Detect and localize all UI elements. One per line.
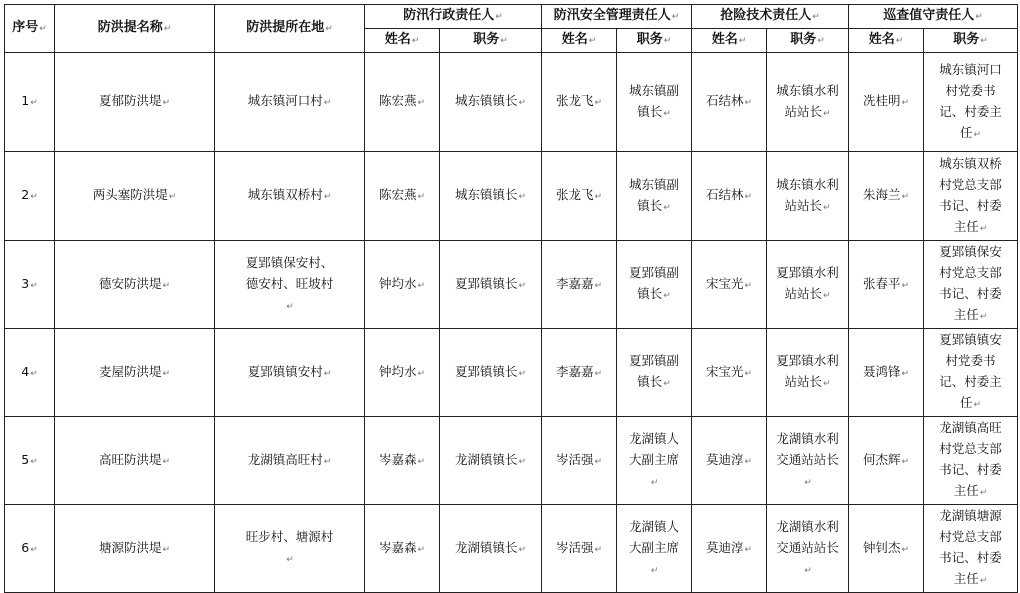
paragraph-mark: ↵ (588, 36, 597, 46)
cell-safety-name-text: 张龙飞 (555, 93, 594, 108)
paragraph-mark: ↵ (744, 368, 753, 379)
cell-tech-name (692, 53, 767, 152)
cell-patrol-position (924, 152, 1018, 241)
paragraph-mark: ↵ (663, 291, 671, 301)
cell-patrol-name-text: 聂鸿锋 (862, 363, 901, 379)
cell-safety-position-text: 夏郢镇副镇长↵ (628, 353, 679, 389)
header-safety-position (617, 29, 692, 53)
paragraph-mark: ↵ (973, 129, 982, 140)
table-row (5, 53, 1018, 152)
paragraph-mark: ↵ (417, 456, 426, 467)
paragraph-mark: ↵ (594, 544, 603, 555)
header-safety-name (542, 29, 617, 53)
cell-tech-name-text: 石结林 (705, 93, 744, 108)
paragraph-mark: ↵ (804, 477, 812, 488)
paragraph-mark: ↵ (663, 379, 671, 389)
cell-tech-name-text: 宋宝光 (705, 275, 744, 291)
cell-seq (5, 329, 55, 417)
paragraph-mark: ↵ (650, 565, 659, 576)
header-safety-group (542, 5, 692, 29)
cell-safety-name (542, 329, 617, 417)
paragraph-mark: ↵ (323, 368, 332, 379)
paragraph-mark: ↵ (901, 544, 910, 555)
cell-safety-position (617, 152, 692, 241)
cell-tech-position (767, 241, 849, 329)
cell-patrol-position-text: 龙湖镇塘源村党总支部书记、村委主任↵ (939, 508, 1002, 586)
header-position-label: 职务 (636, 32, 663, 47)
cell-admin-name-text: 岑嘉森 (378, 451, 417, 467)
header-name-label: 姓名 (561, 32, 588, 47)
header-name-label: 姓名 (384, 32, 411, 47)
cell-tech-name (692, 505, 767, 593)
paragraph-mark: ↵ (325, 24, 333, 34)
cell-safety-position (617, 329, 692, 417)
header-location (215, 5, 365, 53)
cell-patrol-position (924, 241, 1018, 329)
cell-patrol-name (849, 53, 924, 152)
cell-dike-name (55, 417, 215, 505)
paragraph-mark: ↵ (979, 488, 988, 498)
cell-admin-name-text: 陈宏燕 (378, 187, 417, 202)
paragraph-mark: ↵ (979, 223, 988, 234)
paragraph-mark: ↵ (411, 36, 420, 46)
cell-admin-position-text: 城东镇镇长 (454, 187, 518, 202)
cell-admin-position (440, 152, 542, 241)
header-admin-label: 防汛行政责任人 (403, 8, 495, 23)
paragraph-mark: ↵ (895, 36, 904, 46)
cell-location (215, 417, 365, 505)
cell-admin-name (365, 329, 440, 417)
cell-admin-position (440, 241, 542, 329)
cell-patrol-position-text: 夏郢镇保安村党总支部书记、村委主任↵ (939, 244, 1002, 322)
paragraph-mark: ↵ (901, 368, 910, 379)
cell-safety-name (542, 152, 617, 241)
cell-patrol-position-text: 龙湖镇高旺村党总支部书记、村委主任↵ (939, 420, 1002, 498)
cell-location (215, 505, 365, 593)
paragraph-mark: ↵ (901, 456, 910, 467)
cell-location-text: 旺步村、塘源村↵ (245, 529, 334, 565)
paragraph-mark: ↵ (323, 456, 332, 467)
table-row (5, 505, 1018, 593)
cell-patrol-name-text: 何杰辉 (862, 451, 901, 467)
paragraph-mark: ↵ (650, 477, 659, 488)
paragraph-mark: ↵ (979, 576, 988, 586)
cell-patrol-position (924, 505, 1018, 593)
header-patrol-label: 巡查值守责任人 (883, 8, 975, 23)
paragraph-mark: ↵ (738, 36, 747, 46)
cell-tech-position (767, 152, 849, 241)
cell-tech-position (767, 329, 849, 417)
cell-tech-position (767, 417, 849, 505)
cell-safety-name (542, 505, 617, 593)
paragraph-mark: ↵ (162, 368, 171, 379)
header-patrol-group (849, 5, 1018, 29)
cell-patrol-position (924, 329, 1018, 417)
header-dike-name (55, 5, 215, 53)
cell-dike-name-text: 高旺防洪堤 (98, 451, 162, 467)
paragraph-mark: ↵ (594, 456, 603, 467)
paragraph-mark: ↵ (744, 280, 753, 291)
cell-admin-position (440, 505, 542, 593)
cell-admin-name-text: 钟均水 (378, 363, 417, 379)
cell-safety-name (542, 417, 617, 505)
paragraph-mark: ↵ (162, 544, 171, 555)
cell-seq-text: 2 (21, 187, 30, 202)
cell-safety-position (617, 417, 692, 505)
paragraph-mark: ↵ (162, 98, 171, 108)
paragraph-mark: ↵ (30, 98, 38, 108)
paragraph-mark: ↵ (822, 202, 831, 213)
cell-admin-name-text: 岑嘉森 (378, 539, 417, 555)
cell-tech-name-text: 莫迪淳 (705, 539, 744, 555)
paragraph-mark: ↵ (163, 24, 172, 34)
header-tech-name (692, 29, 767, 53)
cell-patrol-name-text: 张春平 (862, 275, 901, 291)
paragraph-mark: ↵ (495, 12, 503, 22)
cell-dike-name (55, 152, 215, 241)
paragraph-mark: ↵ (518, 368, 527, 379)
paragraph-mark: ↵ (901, 280, 910, 291)
cell-tech-position-text: 城东镇水利站站长↵ (776, 176, 839, 213)
header-row-1 (5, 5, 1018, 29)
paragraph-mark: ↵ (417, 368, 426, 379)
cell-tech-position-text: 龙湖镇水利交通站站长↵ (776, 518, 839, 576)
paragraph-mark: ↵ (594, 98, 603, 108)
cell-seq-text: 4 (21, 363, 30, 379)
paragraph-mark: ↵ (417, 98, 426, 108)
paragraph-mark: ↵ (417, 192, 426, 202)
paragraph-mark: ↵ (744, 98, 753, 108)
cell-admin-name (365, 417, 440, 505)
paragraph-mark: ↵ (744, 456, 753, 467)
paragraph-mark: ↵ (323, 192, 332, 202)
cell-patrol-position-text: 城东镇双桥村党总支部书记、村委主任↵ (939, 155, 1002, 234)
cell-tech-name (692, 152, 767, 241)
paragraph-mark: ↵ (663, 202, 671, 213)
cell-location-text: 城东镇河口村↵ (247, 93, 332, 108)
paragraph-mark: ↵ (975, 12, 983, 22)
table-row (5, 152, 1018, 241)
paragraph-mark: ↵ (162, 280, 171, 291)
header-name-label: 姓名 (711, 32, 738, 47)
paragraph-mark: ↵ (973, 400, 982, 410)
paragraph-mark: ↵ (162, 456, 171, 467)
paragraph-mark: ↵ (594, 368, 603, 379)
paragraph-mark: ↵ (30, 544, 38, 555)
cell-seq (5, 417, 55, 505)
paragraph-mark: ↵ (822, 108, 831, 119)
cell-location-text: 城东镇双桥村↵ (247, 187, 332, 202)
cell-admin-position (440, 417, 542, 505)
paragraph-mark: ↵ (812, 12, 820, 22)
cell-seq (5, 505, 55, 593)
cell-admin-name-text: 陈宏燕 (378, 93, 417, 108)
header-dike-name-label: 防洪提名称 (97, 20, 163, 35)
paragraph-mark: ↵ (30, 368, 38, 379)
paragraph-mark: ↵ (594, 192, 603, 202)
cell-location (215, 241, 365, 329)
flood-dike-responsibility-table (4, 4, 1018, 593)
cell-patrol-name (849, 152, 924, 241)
cell-location-text: 龙湖镇高旺村↵ (247, 451, 332, 467)
paragraph-mark: ↵ (822, 291, 831, 301)
cell-safety-name (542, 241, 617, 329)
paragraph-mark: ↵ (804, 565, 812, 576)
paragraph-mark: ↵ (901, 192, 910, 202)
cell-safety-position (617, 53, 692, 152)
cell-admin-position-text: 夏郢镇镇长 (454, 275, 518, 291)
cell-dike-name-text: 麦屋防洪堤 (98, 363, 162, 379)
paragraph-mark: ↵ (323, 98, 332, 108)
header-seq-label: 序号 (12, 20, 39, 35)
cell-tech-position (767, 53, 849, 152)
header-patrol-name (849, 29, 924, 53)
cell-admin-name (365, 241, 440, 329)
header-position-label: 职务 (790, 32, 817, 47)
paragraph-mark: ↵ (901, 98, 910, 108)
cell-tech-position (767, 505, 849, 593)
cell-safety-position (617, 505, 692, 593)
cell-patrol-position-text: 城东镇河口村党委书记、村委主任↵ (939, 61, 1002, 140)
paragraph-mark: ↵ (979, 312, 988, 322)
paragraph-mark: ↵ (744, 544, 753, 555)
cell-admin-name (365, 505, 440, 593)
header-rescue-group (692, 5, 849, 29)
cell-seq (5, 53, 55, 152)
header-rescue-label: 抢险技术责任人 (720, 8, 812, 23)
cell-patrol-name (849, 505, 924, 593)
paragraph-mark: ↵ (663, 36, 672, 46)
cell-patrol-name-text: 朱海兰 (862, 187, 901, 202)
cell-patrol-name-text: 冼桂明 (862, 93, 901, 108)
cell-seq (5, 152, 55, 241)
cell-safety-name-text: 岑活强 (555, 451, 594, 467)
cell-dike-name (55, 241, 215, 329)
cell-location-text: 夏郢镇保安村、德安村、旺坡村↵ (245, 254, 334, 312)
paragraph-mark: ↵ (671, 12, 680, 22)
cell-seq-text: 1 (21, 93, 30, 108)
cell-safety-position (617, 241, 692, 329)
cell-dike-name-text: 塘源防洪堤 (98, 539, 162, 555)
header-admin-name (365, 29, 440, 53)
paragraph-mark: ↵ (518, 280, 527, 291)
header-position-label: 职务 (953, 32, 980, 47)
cell-admin-name (365, 53, 440, 152)
paragraph-mark: ↵ (744, 192, 753, 202)
header-location-label: 防洪提所在地 (246, 20, 325, 35)
cell-admin-position-text: 龙湖镇镇长 (454, 451, 518, 467)
paragraph-mark: ↵ (518, 544, 527, 555)
cell-patrol-position (924, 53, 1018, 152)
cell-location (215, 152, 365, 241)
header-name-label: 姓名 (868, 32, 895, 47)
cell-dike-name (55, 329, 215, 417)
header-tech-position (767, 29, 849, 53)
cell-dike-name-text: 两头塞防洪堤 (92, 187, 168, 202)
paragraph-mark: ↵ (500, 36, 508, 46)
cell-patrol-name (849, 241, 924, 329)
cell-seq-text: 3 (21, 275, 30, 291)
cell-tech-name (692, 417, 767, 505)
paragraph-mark: ↵ (822, 379, 831, 389)
cell-location (215, 53, 365, 152)
cell-tech-name (692, 329, 767, 417)
cell-safety-position-text: 龙湖镇人大副主席↵ (628, 430, 679, 488)
header-position-label: 职务 (473, 32, 500, 47)
paragraph-mark: ↵ (663, 108, 671, 119)
cell-seq-text: 6 (21, 539, 30, 555)
paragraph-mark: ↵ (417, 280, 426, 291)
table-row (5, 241, 1018, 329)
table-row (5, 417, 1018, 505)
cell-safety-name-text: 李嘉嘉 (555, 275, 594, 291)
cell-dike-name-text: 德安防洪堤 (98, 275, 162, 291)
cell-admin-name (365, 152, 440, 241)
cell-tech-name-text: 莫迪淳 (705, 451, 744, 467)
header-safety-label: 防汛安全管理责任人 (553, 8, 671, 23)
cell-safety-position-text: 龙湖镇人大副主席↵ (628, 518, 679, 576)
paragraph-mark: ↵ (286, 301, 294, 312)
cell-dike-name (55, 505, 215, 593)
header-admin-group (365, 5, 542, 29)
cell-patrol-position (924, 417, 1018, 505)
header-admin-position (440, 29, 542, 53)
cell-tech-position-text: 夏郢镇水利站站长↵ (776, 265, 839, 301)
cell-admin-position (440, 53, 542, 152)
paragraph-mark: ↵ (417, 544, 426, 555)
cell-safety-name-text: 岑活强 (555, 539, 594, 555)
table-body (5, 53, 1018, 593)
cell-safety-name-text: 李嘉嘉 (555, 363, 594, 379)
cell-tech-position-text: 城东镇水利站站长↵ (776, 82, 839, 119)
cell-safety-name-text: 张龙飞 (555, 187, 594, 202)
paragraph-mark: ↵ (168, 192, 177, 202)
table-row (5, 329, 1018, 417)
cell-patrol-position-text: 夏郢镇镇安村党委书记、村委主任↵ (939, 332, 1002, 410)
cell-seq-text: 5 (21, 451, 30, 467)
cell-safety-name (542, 53, 617, 152)
paragraph-mark: ↵ (30, 192, 38, 202)
cell-tech-position-text: 龙湖镇水利交通站站长↵ (776, 430, 839, 488)
cell-safety-position-text: 城东镇副镇长↵ (628, 82, 679, 119)
paragraph-mark: ↵ (980, 36, 988, 46)
cell-admin-name-text: 钟均水 (378, 275, 417, 291)
paragraph-mark: ↵ (30, 280, 38, 291)
paragraph-mark: ↵ (817, 36, 825, 46)
cell-admin-position-text: 城东镇镇长 (454, 93, 518, 108)
cell-location (215, 329, 365, 417)
cell-patrol-name (849, 329, 924, 417)
paragraph-mark: ↵ (518, 456, 527, 467)
cell-tech-name-text: 宋宝光 (705, 363, 744, 379)
cell-patrol-name-text: 钟钊杰 (862, 539, 901, 555)
cell-tech-position-text: 夏郢镇水利站站长↵ (776, 353, 839, 389)
cell-tech-name (692, 241, 767, 329)
paragraph-mark: ↵ (518, 98, 527, 108)
cell-safety-position-text: 城东镇副镇长↵ (628, 176, 679, 213)
header-seq (5, 5, 55, 53)
cell-seq (5, 241, 55, 329)
cell-tech-name-text: 石结林 (705, 187, 744, 202)
cell-admin-position-text: 龙湖镇镇长 (454, 539, 518, 555)
cell-admin-position-text: 夏郢镇镇长 (454, 363, 518, 379)
cell-admin-position (440, 329, 542, 417)
cell-dike-name-text: 夏郁防洪堤 (98, 93, 162, 108)
cell-patrol-name (849, 417, 924, 505)
paragraph-mark: ↵ (30, 456, 38, 467)
paragraph-mark: ↵ (39, 24, 47, 34)
paragraph-mark: ↵ (594, 280, 603, 291)
cell-safety-position-text: 夏郢镇副镇长↵ (628, 265, 679, 301)
paragraph-mark: ↵ (286, 555, 294, 565)
cell-location-text: 夏郢镇镇安村↵ (247, 363, 332, 379)
paragraph-mark: ↵ (518, 192, 527, 202)
header-patrol-position (924, 29, 1018, 53)
cell-dike-name (55, 53, 215, 152)
